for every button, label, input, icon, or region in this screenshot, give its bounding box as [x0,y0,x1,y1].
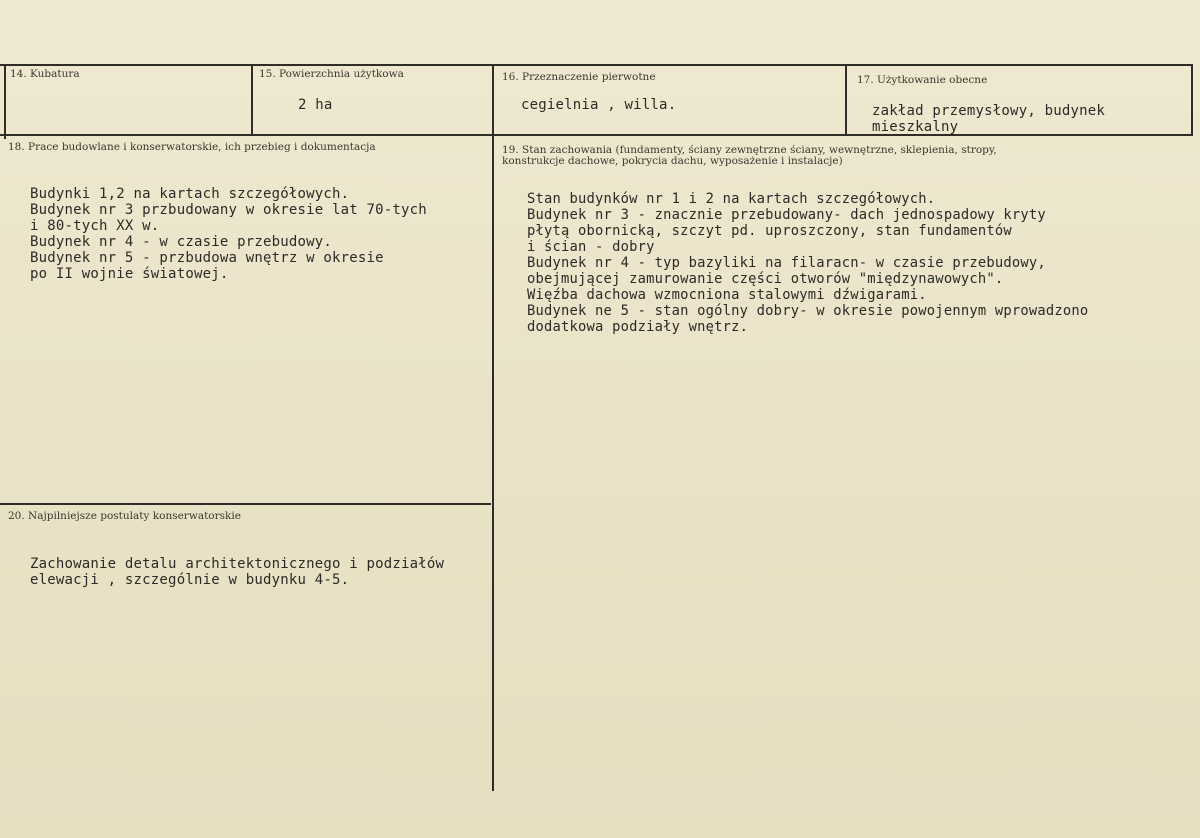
field15-label: 15. Powierzchnia użytkowa [259,68,404,80]
field20-label: 20. Najpilniejsze postulaty konserwatorskie [8,510,241,522]
field19-label: 19. Stan zachowania (fundamenty, ściany zewnętrzne ściany, wewnętrzne, sklepienia, stropy, konstrukcje dachowe, pokrycia dachu, wyposażenie i instalacje) [502,144,997,167]
right-border [1191,64,1193,135]
field20-text [30,556,444,588]
text-line: mieszkalny [872,119,959,135]
left-border [4,64,6,139]
field18-label: 18. Prace budowlane i konserwatorskie, ich przebieg i dokumentacja [8,141,376,153]
text-line: Zachowanie detalu architektonicznego i podziałów [30,556,445,572]
text-line: Budynki 1,2 na kartach szczegółowych. [30,186,350,202]
divider-16-17 [845,64,847,135]
text-line: elewacji , szczególnie w budynku 4-5. [30,572,350,588]
field19-text [527,191,1088,335]
field17-value [872,103,1105,135]
text-line: Budynek nr 4 - typ bazyliki na filaracn- w czasie przebudowy, [527,255,1046,271]
divider-15-16 [492,64,494,791]
text-line: dodatkowa podziały wnętrz. [527,319,749,335]
divider-14-15 [251,64,253,135]
field16-value: cegielnia , willa. [521,97,677,113]
field17-label: 17. Użytkowanie obecne [857,74,988,86]
field16-label: 16. Przeznaczenie pierwotne [502,71,656,83]
text-line: Budynek nr 3 - znacznie przebudowany- dach jednospadowy kryty [527,207,1046,223]
text-line: płytą obornicką, szczyt pd. uproszczony, stan fundamentów [527,223,1012,239]
text-line: Stan budynków nr 1 i 2 na kartach szczegółowych. [527,191,936,207]
text-line: Budynek nr 5 - przbudowa wnętrz w okresie [30,250,384,266]
text-line: Budynek ne 5 - stan ogólny dobry- w okresie powojennym wprowadzono [527,303,1089,319]
field15-value: 2 ha [298,97,333,113]
text-line: i ścian - dobry [527,239,655,255]
text-line: obejmującej zamurowanie części otworów "międzynawowych". [527,271,1004,287]
field14-label: 14. Kubatura [10,68,80,80]
text-line: Budynek nr 3 przbudowany w okresie lat 70-tych [30,202,427,218]
text-line: i 80-tych XX w. [30,218,160,234]
text-line: Więźba dachowa wzmocniona stalowymi dźwigarami. [527,287,927,303]
text-line: po II wojnie światowej. [30,266,229,282]
field18-text [30,186,427,282]
text-line: zakład przemysłowy, budynek [872,103,1105,119]
field18-bottom-border [0,503,491,505]
top-border [0,64,1193,66]
text-line: Budynek nr 4 - w czasie przebudowy. [30,234,333,250]
